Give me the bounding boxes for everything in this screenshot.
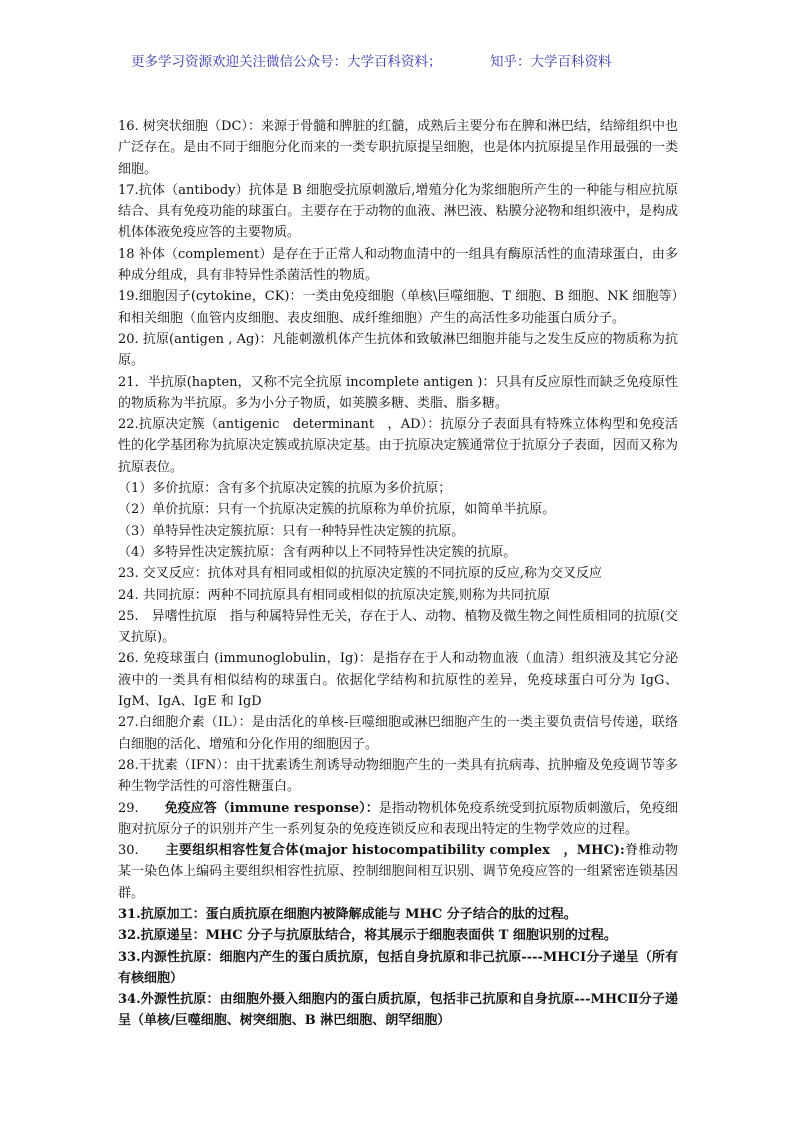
paragraph-30-mhc bbox=[118, 840, 678, 904]
list-item-monovalent-antigen: （2）单价抗原：只有一个抗原决定簇的抗原称为单价抗原，如简单半抗原。 bbox=[118, 502, 556, 518]
paragraph-21-hapten: 21．半抗原(hapten，又称不完全抗原 incomplete antigen )：只具有反应原性而缺乏免疫原性的物质称为半抗原。多为小分子物质，如荚膜多糖、类脂、脂多糖。 bbox=[118, 374, 678, 411]
paragraph-31-antigen-processing: 31.抗原加工：蛋白质抗原在细胞内被降解成能与 MHC 分子结合的肽的过程。 bbox=[118, 906, 577, 922]
paragraph-18-complement: 18 补体（complement）是存在于正常人和动物血清中的一组具有酶原活性的血清球蛋白，由多种成分组成，具有非特异性杀菌活性的物质。 bbox=[118, 246, 678, 284]
paragraph-22-antigenic-determinant: 22.抗原决定簇（antigenic determinant ，AD）：抗原分子表面具有特殊立体构型和免疫活性的化学基团称为抗原决定簇或抗原决定基。由于抗原决定簇通常位于抗原分子表面，因而又称为抗原表位。 bbox=[118, 417, 678, 475]
paragraph-30-text: 脊椎动物某一染色体上编码主要组织相容性抗原、控制细胞间相互识别、调节免疫应答的一组紧密连锁基因群。 bbox=[118, 843, 678, 901]
paragraph-29-term: 免疫应答（immune response）： bbox=[164, 800, 379, 816]
paragraph-30-term: 主要组织相容性复合体(major histocompatibility complex ，MHC): bbox=[165, 843, 625, 859]
paragraph-32-antigen-presentation: 32.抗原递呈：MHC 分子与抗原肽结合，将其展示于细胞表面供 T 细胞识别的过程。 bbox=[118, 928, 617, 944]
header-wechat-text: 更多学习资源欢迎关注微信公众号：大学百科资料； bbox=[131, 54, 442, 70]
paragraph-20-antigen: 20. 抗原(antigen , Ag)：凡能刺激机体产生抗体和致敏淋巴细胞并能与之发生反应的物质称为抗原。 bbox=[118, 331, 678, 369]
paragraph-26-immunoglobulin: 26. 免疫球蛋白 (immunoglobulin，Ig)：是指存在于人和动物血液（血清）组织液及其它分泌液中的一类具有相似结构的球蛋白。依据化学结构和抗原性的差异，免疫球蛋白可分为 IgG、IgM、IgA、IgE 和 IgD bbox=[118, 651, 678, 710]
paragraph-33-endogenous-antigen: 33.内源性抗原：细胞内产生的蛋白质抗原，包括自身抗原和非己抗原----MHCⅠ分子递呈（所有有核细胞） bbox=[118, 949, 678, 986]
paragraph-29-number: 29. bbox=[118, 800, 165, 816]
paragraph-27-interleukin: 27.白细胞介素（IL）：是由活化的单核-巨噬细胞或淋巴细胞产生的一类主要负责信号传递，联络白细胞的活化、增殖和分化作用的细胞因子。 bbox=[118, 715, 678, 752]
paragraph-25-heterophile-antigen: 25. 异嗜性抗原 指与种属特异性无关，存在于人、动物、植物及微生物之间性质相同的抗原(交叉抗原)。 bbox=[118, 608, 678, 646]
paragraph-34-exogenous-antigen: 34.外源性抗原：由细胞外摄入细胞内的蛋白质抗原，包括非己抗原和自身抗原---MHCⅡ分子递呈（单核/巨噬细胞、树突细胞、B 淋巴细胞、朗罕细胞） bbox=[118, 992, 678, 1029]
paragraph-19-cytokine: 19.细胞因子(cytokine，CK)：一类由免疫细胞（单核\巨噬细胞、T 细胞、B 细胞、NK 细胞等）和相关细胞（血管内皮细胞、表皮细胞、成纤维细胞）产生的高活性多功能蛋白质分子。 bbox=[118, 289, 678, 326]
paragraph-16-dendritic-cell: 16. 树突状细胞（DC）：来源于骨髓和脾脏的红髓，成熟后主要分布在脾和淋巴结，结缔组织中也广泛存在。是由不同于细胞分化而来的一类专职抗原提呈细胞，也是体内抗原提呈作用最强的一类细胞。 bbox=[118, 119, 678, 177]
paragraph-29-immune-response bbox=[118, 798, 678, 841]
list-item-multivalent-antigen: （1）多价抗原：含有多个抗原决定簇的抗原为多价抗原； bbox=[118, 481, 452, 497]
paragraph-24-common-antigen: 24. 共同抗原：两种不同抗原具有相同或相似的抗原决定簇,则称为共同抗原 bbox=[118, 587, 550, 603]
paragraph-17-antibody: 17.抗体（antibody）抗体是 B 细胞受抗原刺激后,增殖分化为浆细胞所产生的一种能与相应抗原结合、具有免疫功能的球蛋白。主要存在于动物的血液、淋巴液、粘膜分泌物和组织液中，是构成机体体液免疫应答的主要物质。 bbox=[118, 182, 678, 241]
list-item-multispecific-antigen: （4）多特异性决定簇抗原：含有两种以上不同特异性决定簇的抗原。 bbox=[118, 544, 517, 560]
paragraph-23-cross-reaction: 23. 交叉反应：抗体对具有相同或相似的抗原决定簇的不同抗原的反应,称为交叉反应 bbox=[118, 566, 602, 582]
document-body bbox=[118, 116, 678, 1032]
header-zhihu-text: 知乎：大学百科资料 bbox=[490, 54, 612, 70]
paragraph-30-number: 30. bbox=[118, 843, 166, 859]
list-item-monospecific-antigen: （3）单特异性决定簇抗原：只有一种特异性决定簇的抗原。 bbox=[118, 523, 465, 539]
paragraph-28-interferon: 28.干扰素（IFN）：由干扰素诱生剂诱导动物细胞产生的一类具有抗病毒、抗肿瘤及免疫调节等多种生物学活性的可溶性糖蛋白。 bbox=[118, 757, 678, 795]
page-header bbox=[0, 50, 793, 70]
paragraph-29-text: 是指动物机体免疫系统受到抗原物质刺激后，免疫细胞对抗原分子的识别并产生一系列复杂的免疫连锁反应和表现出特定的生物学效应的过程。 bbox=[118, 800, 678, 837]
